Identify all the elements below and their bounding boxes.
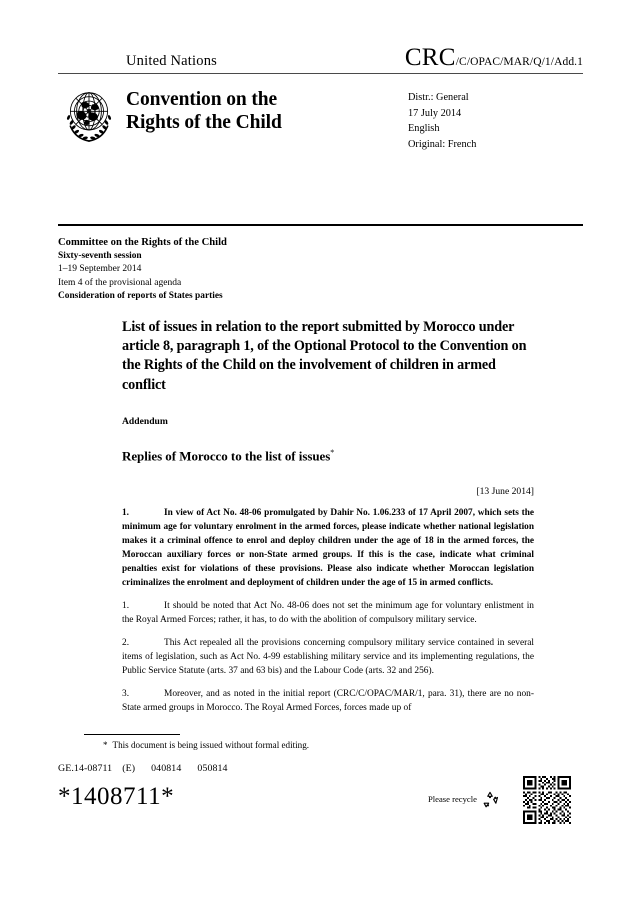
masthead: [58, 44, 583, 153]
committee-session-dates: 1–19 September 2014: [58, 264, 142, 275]
document-symbol-prefix: CRC: [404, 44, 456, 71]
un-emblem: [58, 84, 120, 146]
page-title: List of issues in relation to the report submitted by Morocco under article 8, paragraph 1, of the Optional Protocol to the Convention on the Rights of the Child on the involvement of children in armed conflict: [122, 319, 527, 393]
addendum-label: Addendum: [122, 415, 168, 427]
replies-heading-text: Replies of Morocco to the list of issues: [122, 448, 331, 464]
masthead-divider: [58, 73, 583, 74]
treaty-title: [126, 82, 408, 153]
ge-line: [58, 763, 228, 774]
replies-heading: [122, 448, 534, 464]
reply-number-3: 3.: [122, 689, 130, 700]
document-symbol-suffix: /C/OPAC/MAR/Q/1/Add.1: [455, 56, 583, 68]
emblem-container: [58, 82, 126, 153]
ge-date-1: 040814: [151, 763, 182, 774]
question-text: In view of Act No. 48-06 promulgated by Dahir No. 1.06.233 of 17 April 2007, which sets the minimum age for voluntary enrolment in the armed forces, please indicate whether national legislation makes it a criminal offence to enrol and deploy children under the age of 18 in the armed forces, the Moroccan auxiliary forces or non-State armed groups. If this is the case, indicate what criminal penalties exist for violations of these provisions. Please also indicate whether Moroccan legislation criminalizes the enrolment and deployment of children under the age of 15 in armed conflicts.: [122, 508, 534, 588]
reply-paragraph-1: [122, 600, 534, 628]
recycle-notice: [428, 790, 499, 808]
masthead-top-row: [58, 44, 583, 71]
distribution-date: 17 July 2014: [408, 107, 462, 119]
reply-text-3: Moreover, and as noted in the initial report (CRC/C/OPAC/MAR/1, para. 31), there are no non-State armed groups in Morocco. The Royal Armed Forces, forces made up of: [122, 689, 534, 714]
organization-name: United Nations: [126, 53, 217, 69]
ge-date-2: 050814: [197, 763, 228, 774]
treaty-title-line-2: Rights of the Child: [126, 112, 282, 133]
reply-number-1: 1.: [122, 600, 130, 611]
ge-language: (E): [122, 763, 136, 774]
submission-date: [13 June 2014]: [476, 486, 534, 498]
distribution-language: English: [408, 123, 440, 135]
reply-number-2: 2.: [122, 638, 130, 649]
footnote-separator: [84, 734, 180, 735]
footnote-marker: *: [103, 740, 108, 750]
recycle-label: Please recycle: [428, 794, 477, 804]
committee-agenda-item: Item 4 of the provisional agenda: [58, 277, 182, 288]
barcode-text: *1408711*: [58, 783, 175, 810]
main-content: [122, 318, 534, 725]
replies-footnote-marker: *: [330, 447, 335, 457]
qr-code: [523, 776, 571, 824]
question-paragraph: [122, 507, 534, 591]
distribution-original: Original: French: [408, 138, 477, 150]
footnote: [103, 739, 553, 752]
reply-text-1: It should be noted that Act No. 48-06 does not set the minimum age for voluntary enlistment in the Royal Armed Forces; rather, it has, to do with the abolition of compulsory military service.: [122, 600, 534, 625]
reply-paragraph-3: [122, 688, 534, 716]
committee-agenda-title: Consideration of reports of States parties: [58, 291, 223, 302]
committee-block: [58, 235, 583, 304]
ge-number: GE.14-08711: [58, 763, 113, 774]
reply-text-2: This Act repealed all the provisions concerning compulsory military service contained in several items of legislation, such as Act No. 4-99 establishing military service and its implementing regulations, the Public Service Statute (arts. 37 and 63 bis) and the Labour Code (arts. 32 and 256).: [122, 638, 534, 676]
question-number: 1.: [122, 508, 129, 519]
footnote-text: This document is being issued without formal editing.: [112, 740, 310, 750]
distribution-type: Distr.: General: [408, 92, 469, 103]
masthead-body-row: [58, 82, 583, 153]
document-symbol: [405, 45, 583, 70]
reply-paragraph-2: [122, 637, 534, 679]
treaty-title-line-1: Convention on the: [126, 89, 278, 110]
section-divider: [58, 224, 583, 226]
distribution-block: [408, 82, 583, 153]
committee-session: Sixty-seventh session: [58, 251, 142, 262]
committee-name: Committee on the Rights of the Child: [58, 237, 227, 248]
recycle-icon: [481, 790, 499, 808]
